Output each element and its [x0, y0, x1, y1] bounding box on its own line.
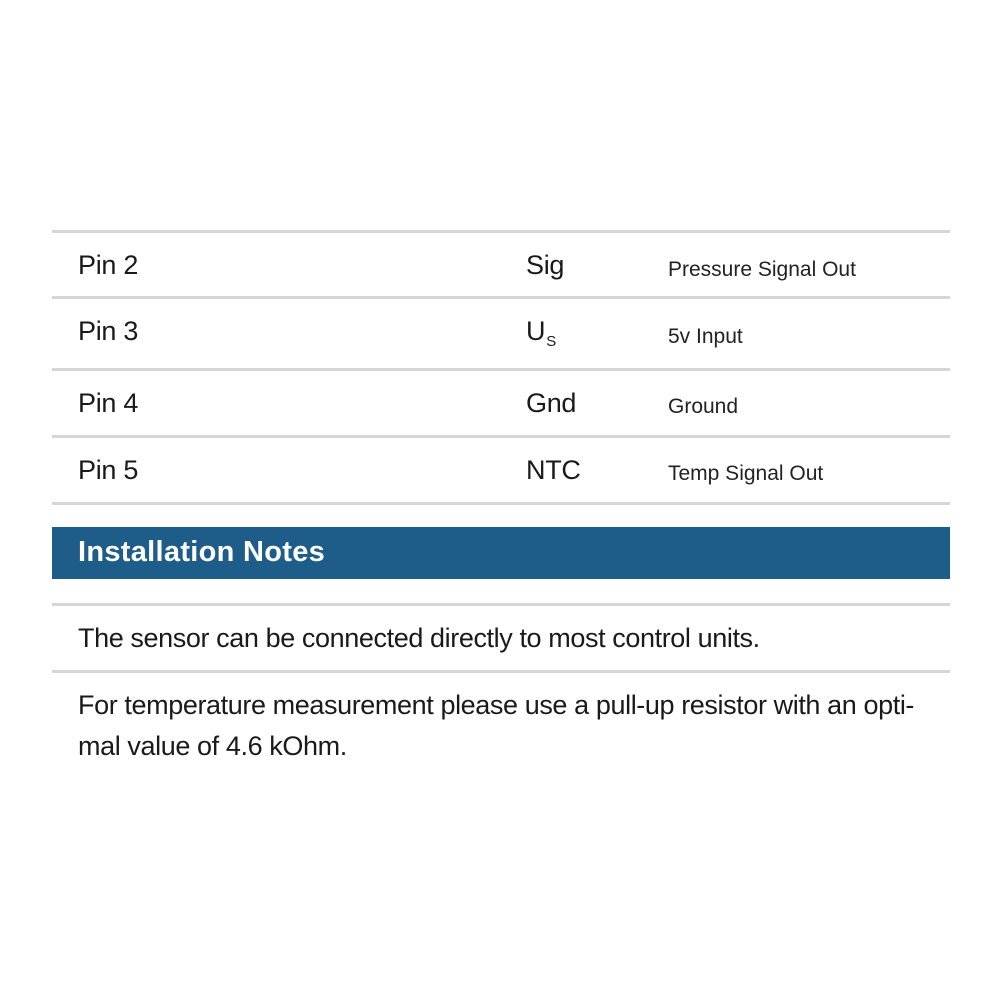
- datasheet-section: [52, 230, 950, 767]
- note-item: [52, 673, 950, 767]
- pin-symbol: $U_S$: [526, 316, 556, 350]
- table-row-pin-2: [52, 233, 950, 296]
- table-row-pin-5: [52, 438, 950, 502]
- pin-symbol: NTC: [526, 455, 581, 485]
- pin-label: Pin 3: [78, 316, 139, 346]
- table-row-pin-3: [52, 299, 950, 368]
- pin-description: Temp Signal Out: [668, 462, 824, 485]
- note-item: [52, 606, 950, 670]
- note-text: For temperature measurement please use a pull-up resistor with an opti-mal value of 4.6 kOhm.: [78, 690, 915, 761]
- pin-label: Pin 5: [78, 455, 139, 485]
- pin-symbol: Gnd: [526, 388, 577, 418]
- section-title: Installation Notes: [78, 536, 326, 568]
- pin-description: 5v Input: [668, 325, 743, 348]
- installation-notes-header: [52, 527, 950, 579]
- pin-symbol-subscript: S: [546, 333, 556, 350]
- pin-description: Ground: [668, 395, 739, 418]
- installation-notes: [52, 603, 950, 767]
- pin-description: Pressure Signal Out: [668, 258, 856, 281]
- pin-label: Pin 2: [78, 250, 139, 280]
- pin-symbol: Sig: [526, 250, 565, 280]
- note-text: The sensor can be connected directly to most control units.: [78, 623, 760, 653]
- table-bottom-rule: [52, 502, 950, 505]
- table-row-pin-4: [52, 371, 950, 435]
- pin-label: Pin 4: [78, 388, 139, 418]
